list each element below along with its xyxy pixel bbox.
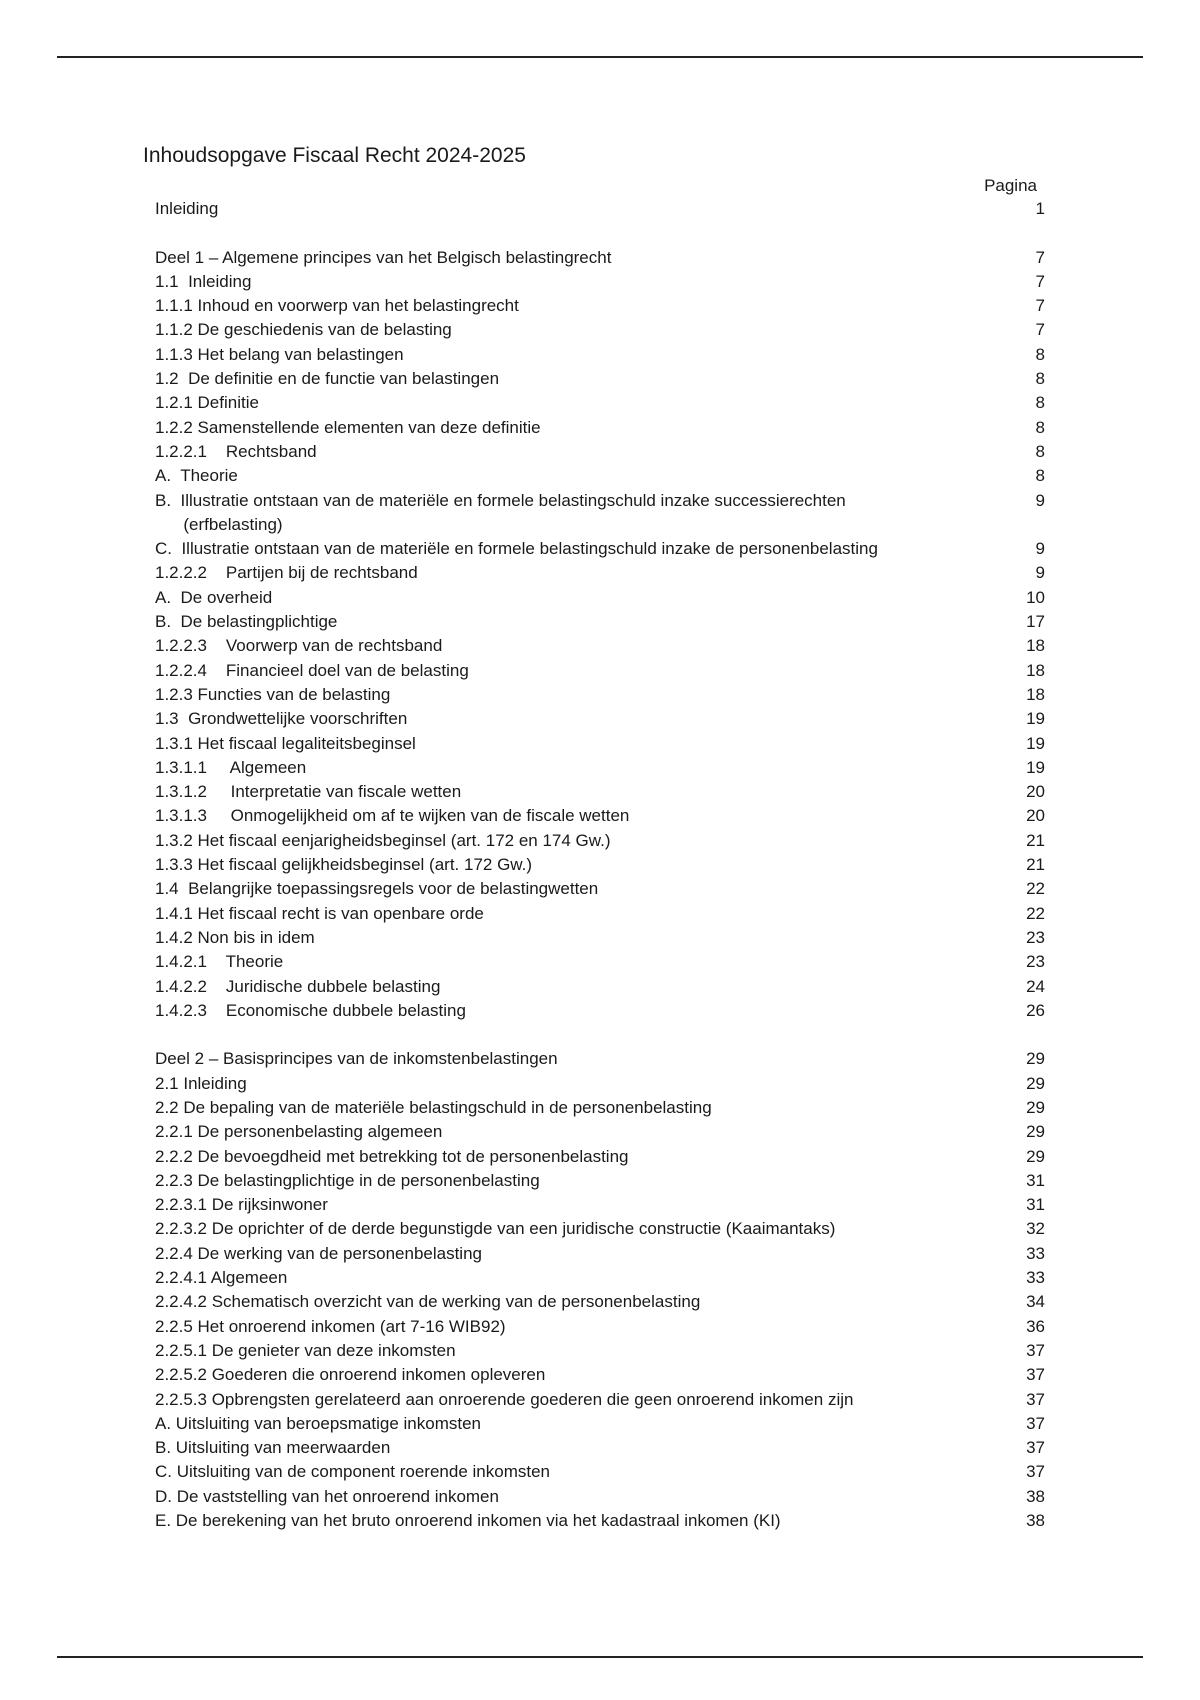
toc-entry[interactable] [155,1193,1045,1217]
toc-entry[interactable] [155,610,1045,634]
toc-entry-page-number: 21 [1026,830,1045,850]
toc-entry[interactable] [155,853,1045,877]
toc-entry[interactable] [155,246,1045,270]
toc-entry-label: 1.2.1 Definitie [155,393,259,413]
toc-entry-page-number: 22 [1026,903,1045,923]
toc-entry-page-number: 9 [1035,539,1045,559]
toc-entry[interactable] [155,1290,1045,1314]
toc-entry-page-number: 10 [1026,587,1045,607]
toc-entry-page-number: 18 [1026,636,1045,656]
toc-entry-label: A. De overheid [155,587,273,607]
toc-entry[interactable] [155,343,1045,367]
toc-entry[interactable] [155,707,1045,731]
toc-entry-label: A. Uitsluiting van beroepsmatige inkomsten [155,1413,481,1433]
toc-entry-page-number: 31 [1026,1170,1045,1190]
toc-entry[interactable] [155,1436,1045,1460]
table-of-contents [155,197,1045,1533]
toc-entry-label: 1.1.1 Inhoud en voorwerp van het belastingrecht [155,296,519,316]
toc-entry-page-number: 22 [1026,879,1045,899]
toc-entry[interactable] [155,926,1045,950]
toc-entry-label: 2.2.5.3 Opbrengsten gerelateerd aan onroerende goederen die geen onroerend inkomen zijn [155,1389,854,1409]
toc-entry-label: 2.2.3.2 De oprichter of de derde begunstigde van een juridische constructie (Kaaimantaks) [155,1219,836,1239]
top-rule [57,56,1143,58]
toc-entry-label: A. Theorie [155,466,238,486]
toc-entry-page-number: 29 [1026,1049,1045,1069]
toc-entry-label: 2.2.3.1 De rijksinwoner [155,1195,328,1215]
toc-entry-page-number: 8 [1035,466,1045,486]
toc-entry-label: B. De belastingplichtige [155,612,338,632]
toc-entry-label: 2.2.5 Het onroerend inkomen (art 7-16 WIB92) [155,1316,506,1336]
toc-entry-label: 1.2.2.2 Partijen bij de rechtsband [155,563,418,583]
toc-entry-label: Deel 1 – Algemene principes van het Belgisch belastingrecht [155,247,612,267]
toc-entry-label: 1.1.3 Het belang van belastingen [155,344,404,364]
toc-entry-page-number: 7 [1035,296,1045,316]
bottom-rule [57,1656,1143,1658]
toc-entry[interactable] [155,659,1045,683]
toc-entry-page-number: 20 [1026,806,1045,826]
toc-entry-page-number: 8 [1035,393,1045,413]
toc-entry[interactable] [155,1169,1045,1193]
toc-entry-label: 2.1 Inleiding [155,1073,247,1093]
toc-entry-label: 2.2.2 De bevoegdheid met betrekking tot de personenbelasting [155,1146,629,1166]
toc-entry[interactable] [155,1072,1045,1096]
toc-entry-page-number: 21 [1026,855,1045,875]
toc-entry-label: 1.4.2.3 Economische dubbele belasting [155,1000,466,1020]
toc-entry-label: 2.2.5.1 De genieter van deze inkomsten [155,1340,456,1360]
toc-entry[interactable] [155,756,1045,780]
toc-entry[interactable] [155,1363,1045,1387]
toc-entry-page-number: 34 [1026,1292,1045,1312]
toc-entry[interactable] [155,999,1045,1023]
toc-entry-page-number: 19 [1026,733,1045,753]
toc-spacer [155,221,1045,245]
toc-entry-label: 1.2.2.3 Voorwerp van de rechtsband [155,636,443,656]
toc-entry-page-number: 29 [1026,1146,1045,1166]
toc-entry[interactable] [155,489,1045,538]
toc-entry[interactable] [155,391,1045,415]
document-title: Inhoudsopgave Fiscaal Recht 2024-2025 [143,144,526,167]
toc-entry[interactable] [155,1388,1045,1412]
toc-entry[interactable] [155,318,1045,342]
toc-entry-page-number: 8 [1035,369,1045,389]
toc-entry-page-number: 37 [1026,1413,1045,1433]
toc-entry-page-number: 26 [1026,1000,1045,1020]
toc-entry-label: E. De berekening van het bruto onroerend inkomen via het kadastraal inkomen (KI) [155,1511,781,1531]
toc-entry-page-number: 18 [1026,684,1045,704]
toc-entry[interactable] [155,877,1045,901]
toc-entry-label: Deel 2 – Basisprincipes van de inkomstenbelastingen [155,1049,558,1069]
toc-entry-page-number: 9 [1035,563,1045,583]
toc-entry-page-number: 17 [1026,612,1045,632]
toc-entry-page-number: 20 [1026,782,1045,802]
toc-entry[interactable] [155,1412,1045,1436]
toc-entry[interactable] [155,1047,1045,1071]
toc-entry-label: 1.4.2.1 Theorie [155,952,284,972]
toc-entry-page-number: 33 [1026,1243,1045,1263]
toc-entry-label: 1.3.1.3 Onmogelijkheid om af te wijken van de fiscale wetten [155,806,630,826]
toc-entry-label: D. De vaststelling van het onroerend inkomen [155,1486,499,1506]
toc-entry-label: 2.2.5.2 Goederen die onroerend inkomen opleveren [155,1365,546,1385]
toc-entry[interactable] [155,440,1045,464]
toc-entry-page-number: 8 [1035,344,1045,364]
toc-entry[interactable] [155,1315,1045,1339]
toc-entry-label: 2.2.4.1 Algemeen [155,1268,288,1288]
toc-entry-page-number: 7 [1035,320,1045,340]
toc-entry-page-number: 37 [1026,1365,1045,1385]
toc-entry-page-number: 37 [1026,1389,1045,1409]
toc-entry[interactable] [155,1485,1045,1509]
toc-entry-page-number: 37 [1026,1340,1045,1360]
toc-entry-page-number: 32 [1026,1219,1045,1239]
toc-entry-page-number: 29 [1026,1122,1045,1142]
toc-entry-page-number: 29 [1026,1097,1045,1117]
toc-entry[interactable] [155,1242,1045,1266]
toc-entry-label: 1.3.3 Het fiscaal gelijkheidsbeginsel (art. 172 Gw.) [155,855,533,875]
toc-entry[interactable] [155,537,1045,561]
toc-entry[interactable] [155,561,1045,585]
toc-entry[interactable] [155,1509,1045,1533]
toc-entry-page-number: 7 [1035,247,1045,267]
toc-entry-page-number: 18 [1026,660,1045,680]
toc-entry[interactable] [155,1145,1045,1169]
toc-entry-page-number: 8 [1035,417,1045,437]
toc-entry-label: 1.3.1.2 Interpretatie van fiscale wetten [155,782,462,802]
toc-entry-label: 2.2.4.2 Schematisch overzicht van de werking van de personenbelasting [155,1292,701,1312]
toc-entry-page-number: 29 [1026,1073,1045,1093]
toc-entry[interactable] [155,950,1045,974]
toc-entry-page-number: 33 [1026,1268,1045,1288]
toc-entry[interactable] [155,367,1045,391]
toc-entry[interactable] [155,1217,1045,1241]
toc-entry-label: 1.4 Belangrijke toepassingsregels voor de belastingwetten [155,879,599,899]
toc-entry-label: C. Uitsluiting van de component roerende inkomsten [155,1462,550,1482]
toc-entry-label: 1.2.2.4 Financieel doel van de belasting [155,660,469,680]
toc-entry-label: 1.2.2 Samenstellende elementen van deze definitie [155,417,541,437]
toc-entry[interactable] [155,902,1045,926]
toc-entry[interactable] [155,586,1045,610]
toc-entry-label: 2.2 De bepaling van de materiële belastingschuld in de personenbelasting [155,1097,712,1117]
toc-entry-label: 1.2 De definitie en de functie van belastingen [155,369,500,389]
toc-entry[interactable] [155,416,1045,440]
toc-entry-page-number: 38 [1026,1486,1045,1506]
toc-entry-page-number: 23 [1026,952,1045,972]
toc-entry-label: 1.4.2.2 Juridische dubbele belasting [155,976,441,996]
toc-entry-label: C. Illustratie ontstaan van de materiële en formele belastingschuld inzake de personenbelasting [155,539,878,559]
toc-entry[interactable] [155,1266,1045,1290]
toc-entry-label: Inleiding [155,199,219,218]
toc-entry-label: 1.1 Inleiding [155,271,252,291]
toc-entry-page-number: 36 [1026,1316,1045,1336]
toc-entry-page-number: 19 [1026,757,1045,777]
toc-entry-page-number: 1 [1035,199,1045,218]
toc-entry-page-number: 8 [1035,441,1045,461]
toc-entry[interactable] [155,732,1045,756]
toc-entry-label: 1.4.1 Het fiscaal recht is van openbare orde [155,903,484,923]
toc-entry-label: 1.3.1.1 Algemeen [155,757,307,777]
toc-entry-label: 1.3.2 Het fiscaal eenjarigheidsbeginsel (art. 172 en 174 Gw.) [155,830,611,850]
toc-entry[interactable] [155,464,1045,488]
toc-entry-label: 1.3.1 Het fiscaal legaliteitsbeginsel [155,733,416,753]
toc-entry-label: 2.2.1 De personenbelasting algemeen [155,1122,443,1142]
toc-entry-label: 1.1.2 De geschiedenis van de belasting [155,320,452,340]
toc-entry-label: 2.2.3 De belastingplichtige in de personenbelasting [155,1170,540,1190]
toc-entry[interactable] [155,804,1045,828]
toc-entry[interactable] [155,634,1045,658]
toc-entry-label: B. Illustratie ontstaan van de materiële en formele belastingschuld inzake successierechten (erfbelasting) [155,490,846,534]
toc-entry-label: 1.4.2 Non bis in idem [155,927,315,947]
page-column-header: Pagina [984,176,1037,195]
toc-entry-label: 1.2.3 Functies van de belasting [155,684,391,704]
toc-entry-page-number: 19 [1026,709,1045,729]
toc-entry-page-number: 24 [1026,976,1045,996]
toc-spacer [155,1023,1045,1047]
toc-entry-label: 1.2.2.1 Rechtsband [155,441,317,461]
toc-entry[interactable] [155,829,1045,853]
toc-entry[interactable] [155,1120,1045,1144]
toc-entry-page-number: 37 [1026,1438,1045,1458]
toc-entry-page-number: 7 [1035,271,1045,291]
toc-entry[interactable] [155,780,1045,804]
toc-entry[interactable] [155,197,1045,221]
toc-entry[interactable] [155,1339,1045,1363]
toc-entry-label: B. Uitsluiting van meerwaarden [155,1438,391,1458]
toc-entry[interactable] [155,1460,1045,1484]
toc-entry-label: 2.2.4 De werking van de personenbelasting [155,1243,482,1263]
toc-entry[interactable] [155,270,1045,294]
toc-entry[interactable] [155,975,1045,999]
toc-entry-page-number: 38 [1026,1511,1045,1531]
toc-entry-page-number: 23 [1026,927,1045,947]
toc-entry-label: 1.3 Grondwettelijke voorschriften [155,709,408,729]
toc-entry[interactable] [155,1096,1045,1120]
toc-entry-page-number: 9 [1035,490,1045,510]
toc-entry-page-number: 37 [1026,1462,1045,1482]
toc-entry-page-number: 31 [1026,1195,1045,1215]
toc-entry[interactable] [155,683,1045,707]
toc-entry[interactable] [155,294,1045,318]
